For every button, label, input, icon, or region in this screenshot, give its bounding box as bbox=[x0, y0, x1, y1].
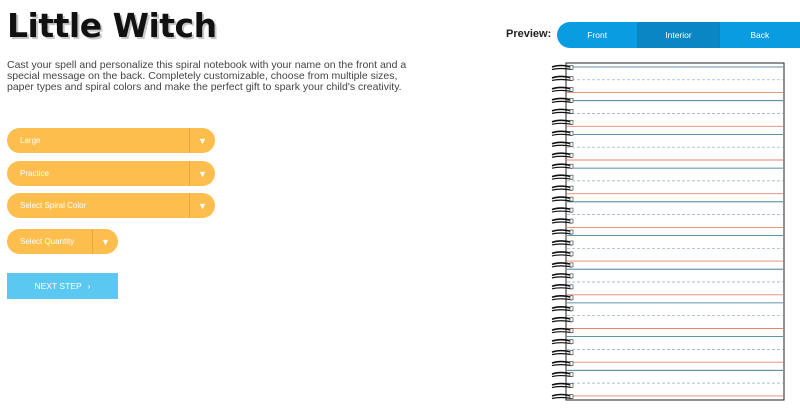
spiral-ring bbox=[552, 87, 572, 89]
tab-back[interactable]: Back bbox=[720, 22, 800, 48]
next-step-button[interactable] bbox=[7, 273, 118, 299]
spiral-hole bbox=[570, 87, 573, 91]
preview-tabs bbox=[557, 22, 800, 48]
spiral-ring bbox=[552, 244, 572, 245]
spiral-ring bbox=[552, 109, 572, 111]
spiral-ring bbox=[552, 142, 572, 144]
spiral-ring bbox=[552, 189, 572, 190]
spiral-ring bbox=[552, 112, 572, 113]
spiral-ring bbox=[552, 263, 572, 265]
spiral-ring bbox=[552, 145, 572, 146]
spiral-ring bbox=[552, 79, 572, 80]
spiral-hole bbox=[570, 120, 573, 124]
tab-interior[interactable]: Interior bbox=[638, 22, 719, 48]
spiral-ring bbox=[552, 178, 572, 179]
spiral-hole bbox=[570, 329, 573, 333]
next-step-label: NEXT STEP bbox=[34, 281, 82, 291]
spiral-ring bbox=[552, 98, 572, 100]
spiral-ring bbox=[552, 362, 572, 364]
spiral-ring bbox=[552, 186, 572, 188]
spiral-ring bbox=[552, 299, 572, 300]
spiral-ring bbox=[552, 321, 572, 322]
preview-label: Preview: bbox=[506, 28, 552, 40]
spiral-ring bbox=[552, 164, 572, 166]
notebook-interior-page bbox=[550, 62, 786, 402]
spiral-ring bbox=[552, 310, 572, 311]
spiral-ring bbox=[552, 200, 572, 201]
spiral-ring bbox=[552, 255, 572, 256]
caret-down-icon: ▼ bbox=[189, 193, 215, 218]
spiral-ring bbox=[552, 222, 572, 223]
spiral-ring bbox=[552, 318, 572, 320]
spiral-ring bbox=[552, 153, 572, 155]
spiral-hole bbox=[570, 296, 573, 300]
caret-down-icon: ▼ bbox=[189, 161, 215, 186]
paper-type-select-value: Practice bbox=[20, 169, 49, 178]
spiral-ring bbox=[552, 123, 572, 124]
spiral-hole bbox=[570, 208, 573, 212]
spiral-hole bbox=[570, 384, 573, 388]
size-select[interactable] bbox=[7, 128, 215, 153]
spiral-hole bbox=[570, 175, 573, 179]
spiral-color-select-placeholder: Select Spiral Color bbox=[20, 201, 87, 210]
spiral-ring bbox=[552, 266, 572, 267]
tab-front[interactable]: Front bbox=[557, 22, 638, 48]
spiral-ring bbox=[552, 156, 572, 157]
spiral-ring bbox=[552, 274, 572, 276]
spiral-ring bbox=[552, 167, 572, 168]
spiral-ring bbox=[552, 343, 572, 344]
spiral-ring bbox=[552, 69, 572, 70]
spiral-ring bbox=[552, 131, 572, 133]
spiral-ring bbox=[552, 66, 572, 68]
spiral-ring bbox=[552, 134, 572, 135]
caret-down-icon: ▼ bbox=[189, 128, 215, 153]
spiral-hole bbox=[570, 263, 573, 267]
spiral-hole bbox=[570, 153, 573, 157]
spiral-ring bbox=[552, 175, 572, 177]
paper-type-select[interactable] bbox=[7, 161, 215, 186]
spiral-hole bbox=[570, 66, 573, 70]
spiral-hole bbox=[570, 164, 573, 168]
spiral-ring bbox=[552, 288, 572, 289]
spiral-hole bbox=[570, 109, 573, 113]
spiral-ring bbox=[552, 329, 572, 331]
spiral-hole bbox=[570, 362, 573, 366]
spiral-ring bbox=[552, 332, 572, 333]
spiral-ring bbox=[552, 296, 572, 298]
spiral-ring bbox=[552, 120, 572, 122]
spiral-hole bbox=[570, 98, 573, 102]
spiral-ring bbox=[552, 101, 572, 102]
spiral-hole bbox=[570, 351, 573, 355]
notebook-preview bbox=[550, 62, 786, 402]
spiral-ring bbox=[552, 252, 572, 254]
spiral-ring bbox=[552, 384, 572, 386]
spiral-hole bbox=[570, 241, 573, 245]
quantity-select-placeholder: Select Quantity bbox=[20, 237, 75, 246]
spiral-ring bbox=[552, 208, 572, 210]
size-select-value: Large bbox=[20, 136, 41, 145]
spiral-ring bbox=[552, 90, 572, 91]
spiral-hole bbox=[570, 76, 573, 80]
spiral-ring bbox=[552, 351, 572, 353]
spiral-hole bbox=[570, 252, 573, 256]
spiral-ring bbox=[552, 340, 572, 342]
spiral-ring bbox=[552, 398, 572, 399]
spiral-ring bbox=[552, 241, 572, 243]
spiral-hole bbox=[570, 186, 573, 190]
spiral-ring bbox=[552, 76, 572, 78]
spiral-hole bbox=[570, 373, 573, 377]
spiral-ring bbox=[552, 376, 572, 377]
spiral-hole bbox=[570, 230, 573, 234]
spiral-hole bbox=[570, 274, 573, 278]
spiral-ring bbox=[552, 354, 572, 355]
spiral-ring bbox=[552, 233, 572, 234]
spiral-ring bbox=[552, 211, 572, 212]
spiral-ring bbox=[552, 387, 572, 388]
spiral-hole bbox=[570, 142, 573, 146]
spiral-hole bbox=[570, 307, 573, 311]
spiral-hole bbox=[570, 219, 573, 223]
caret-down-icon: ▼ bbox=[92, 229, 118, 254]
spiral-ring bbox=[552, 307, 572, 309]
spiral-ring bbox=[552, 230, 572, 232]
spiral-hole bbox=[570, 197, 573, 201]
spiral-hole bbox=[570, 340, 573, 344]
spiral-ring bbox=[552, 395, 572, 397]
spiral-ring bbox=[552, 285, 572, 287]
product-description: Cast your spell and personalize this spiral notebook with your name on the front and a special message on the back. Completely customizable, choose from multiple sizes, paper types and spiral colors and make the perfect gift to spark your child's creativity. bbox=[7, 59, 407, 93]
spiral-color-select[interactable] bbox=[7, 193, 215, 218]
spiral-hole bbox=[570, 285, 573, 289]
spiral-hole bbox=[570, 318, 573, 322]
spiral-ring bbox=[552, 277, 572, 278]
product-title: Little Witch bbox=[7, 6, 217, 45]
spiral-ring bbox=[552, 219, 572, 221]
spiral-ring bbox=[552, 365, 572, 366]
chevron-right-icon: › bbox=[87, 281, 91, 291]
spiral-ring bbox=[552, 197, 572, 199]
spiral-hole bbox=[570, 395, 573, 399]
spiral-ring bbox=[552, 373, 572, 375]
quantity-select[interactable] bbox=[7, 229, 118, 254]
spiral-hole bbox=[570, 131, 573, 135]
